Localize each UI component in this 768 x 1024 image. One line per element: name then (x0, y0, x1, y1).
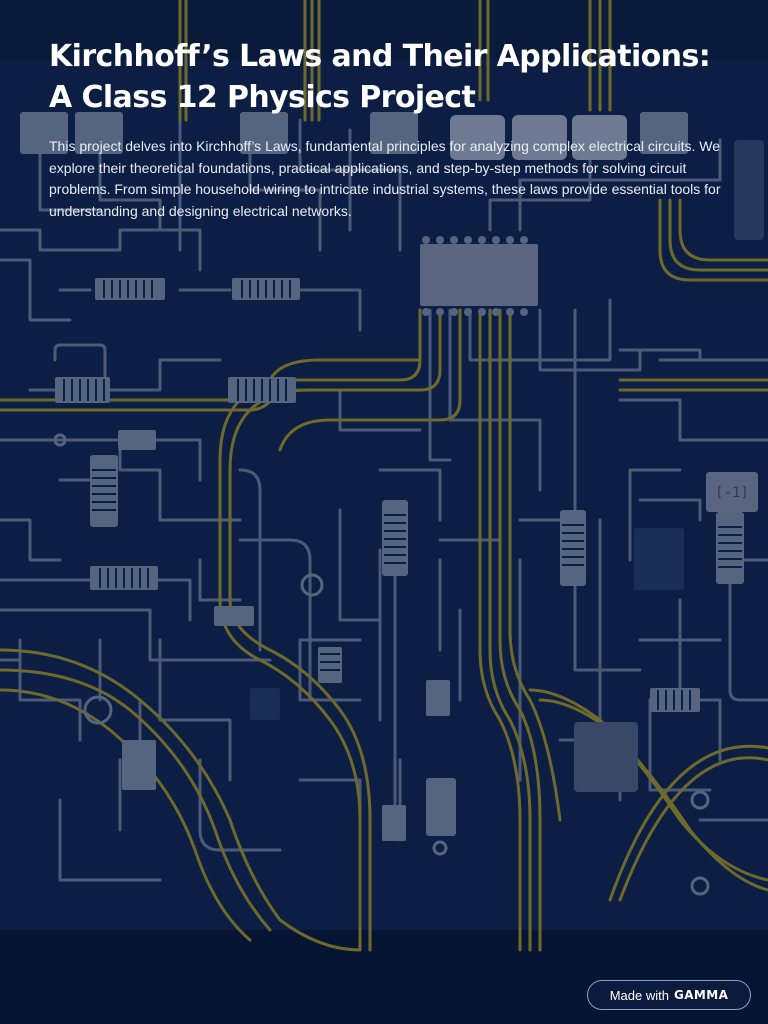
intro-paragraph: This project delves into Kirchhoff’s Laws, fundamental principles for analyzing complex electrical circuits. We explore their theoretical foundations, practical applications, and step-by-step methods for solving circuit problems. From simple household wiring to intricate industrial systems, these laws provide essential tools for understanding and designing electrical networks. (49, 138, 721, 219)
title-line-2: A Class 12 Physics Project (49, 80, 476, 115)
content-area (49, 36, 729, 222)
made-with-label: Made with (609, 987, 669, 1003)
page-title (49, 36, 729, 118)
gamma-logo: GAMMA (673, 988, 729, 1002)
made-with-gamma-badge[interactable] (587, 980, 751, 1010)
title-line-1: Kirchhoff’s Laws and Their Applications: (49, 39, 711, 74)
chip-label: [-1] (715, 485, 749, 501)
